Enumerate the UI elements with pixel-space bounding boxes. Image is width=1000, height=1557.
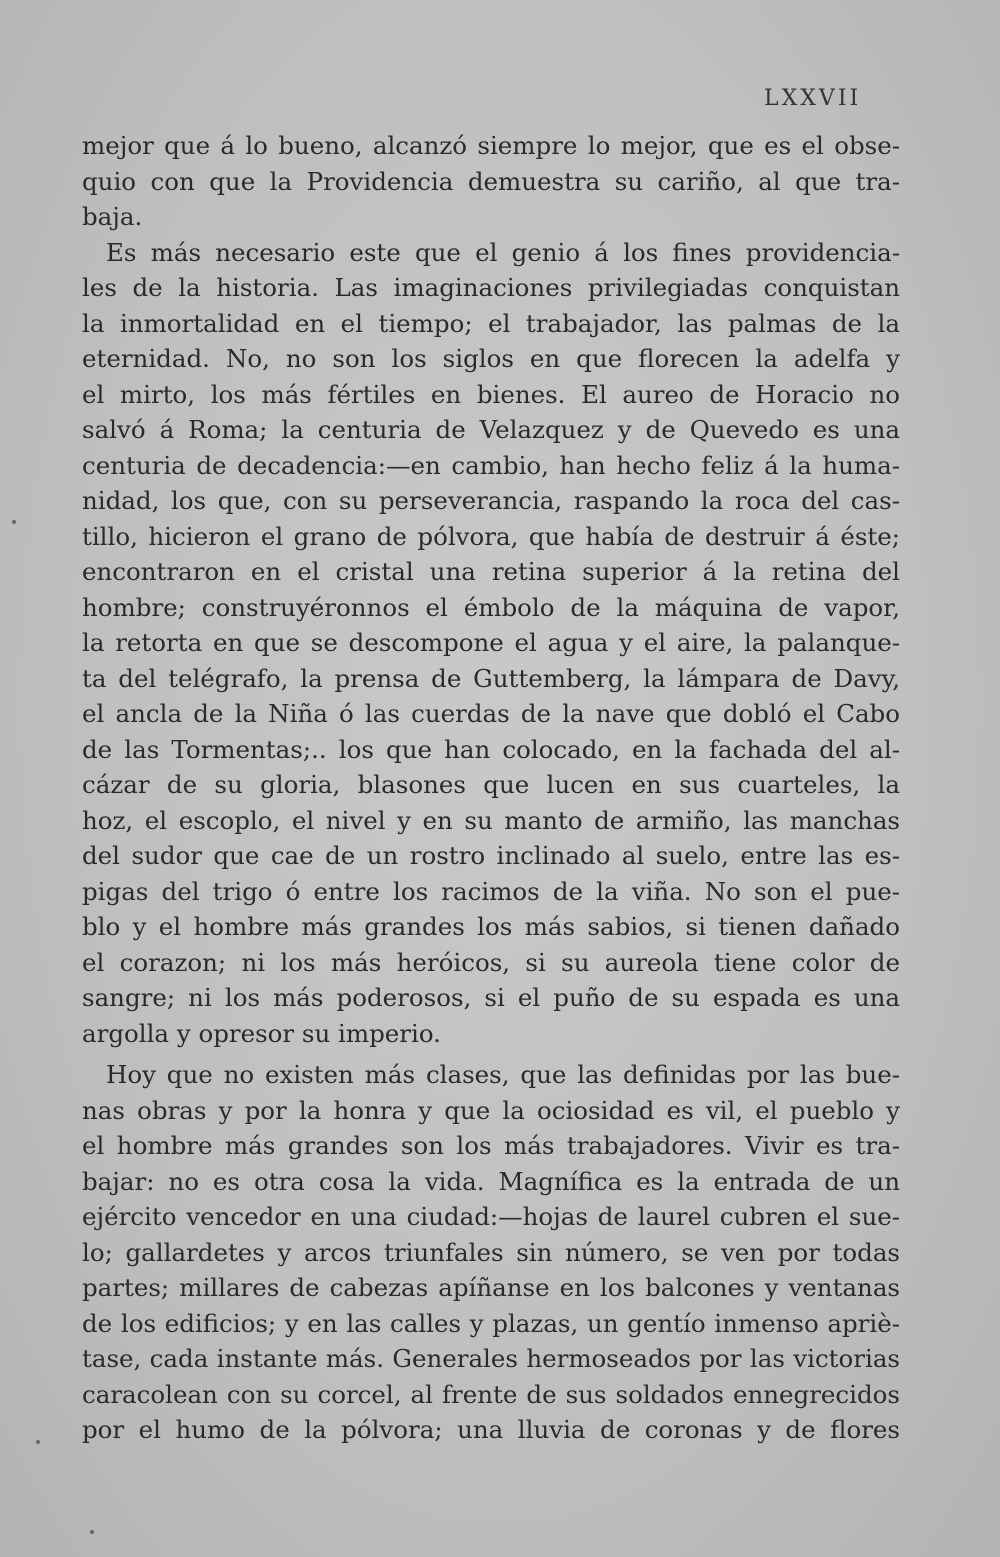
text-line: argolla y opresor su imperio. (82, 1018, 441, 1048)
text-line: partes; millares de cabezas apíñanse en los balcones y ventanas (82, 1273, 900, 1302)
text-line: hombre; construyéronnos el émbolo de la máquina de vapor, (82, 592, 900, 622)
text-line: por el humo de la pólvora; una lluvia de coronas y de flores (82, 1415, 900, 1444)
text-line: el corazon; ni los más heróicos, si su aureola tiene color de (82, 947, 900, 977)
text-line: hoz, el escoplo, el nivel y en su manto de armiño, las manchas (82, 805, 900, 835)
text-line: de las Tormentas;.. los que han colocado, en la fachada del al- (82, 734, 900, 764)
text-line: blo y el hombre más grandes los más sabios, si tienen dañado (82, 912, 900, 941)
text-line: Hoy que no existen más clases, que las definidas por las bue- (106, 1060, 900, 1089)
text-line: el ancla de la Niña ó las cuerdas de la nave que dobló el Cabo (82, 699, 900, 728)
text-line: el mirto, los más fértiles en bienes. El aureo de Horacio no (82, 379, 900, 409)
text-line: Es más necesario este que el genio á los fines providencia- (106, 237, 900, 267)
text-line: nas obras y por la honra y que la ociosidad es vil, el pueblo y (82, 1095, 900, 1125)
text-line: la retorta en que se descompone el agua y el aire, la palanque- (82, 628, 900, 657)
text-line: del sudor que cae de un rostro inclinado al suelo, entre las es- (82, 841, 900, 870)
text-line: les de la historia. Las imaginaciones privilegiadas conquistan (82, 273, 900, 302)
text-line: cázar de su gloria, blasones que lucen en sus cuarteles, la (82, 770, 900, 799)
body-text (82, 128, 900, 1448)
text-line: eternidad. No, no son los siglos en que florecen la adelfa y (82, 344, 900, 373)
text-line: centuria de decadencia:—en cambio, han hecho feliz á la huma- (82, 450, 900, 480)
paper-speck (90, 1530, 94, 1534)
text-line: bajar: no es otra cosa la vida. Magnífica es la entrada de un (82, 1166, 900, 1196)
paper-speck (12, 520, 16, 524)
text-line: quio con que la Providencia demuestra su cariño, al que tra- (82, 166, 900, 196)
text-line: sangre; ni los más poderosos, si el puño de su espada es una (82, 983, 900, 1012)
paper-speck (36, 1440, 40, 1444)
text-line: el hombre más grandes son los más trabajadores. Vivir es tra- (82, 1131, 900, 1160)
text-line: encontraron en el cristal una retina superior á la retina del (82, 557, 900, 586)
paragraph (82, 128, 900, 235)
text-line: baja. (82, 202, 143, 231)
text-line: mejor que á lo bueno, alcanzó siempre lo mejor, que es el obse- (82, 131, 900, 160)
text-line: salvó á Roma; la centuria de Velazquez y de Quevedo es una (82, 415, 900, 444)
text-line: caracolean con su corcel, al frente de sus soldados ennegrecidos (82, 1379, 900, 1409)
page-number: LXXVII (764, 86, 862, 111)
text-line: ta del telégrafo, la prensa de Guttemberg, la lámpara de Davy, (82, 663, 900, 693)
paragraph (82, 235, 900, 1052)
text-line: pigas del trigo ó entre los racimos de la viña. No son el pue- (82, 876, 900, 906)
text-line: tillo, hicieron el grano de pólvora, que había de destruir á éste; (82, 521, 900, 551)
text-line: nidad, los que, con su perseverancia, raspando la roca del cas- (82, 486, 900, 515)
paragraph (82, 1057, 900, 1448)
text-line: lo; gallardetes y arcos triunfales sin número, se ven por todas (82, 1237, 900, 1267)
text-line: la inmortalidad en el tiempo; el trabajador, las palmas de la (82, 308, 900, 338)
text-line: tase, cada instante más. Generales hermoseados por las victorias (82, 1344, 900, 1373)
text-line: de los edificios; y en las calles y plazas, un gentío inmenso apriè- (82, 1308, 900, 1338)
text-line: ejército vencedor en una ciudad:—hojas de laurel cubren el sue- (82, 1202, 900, 1231)
